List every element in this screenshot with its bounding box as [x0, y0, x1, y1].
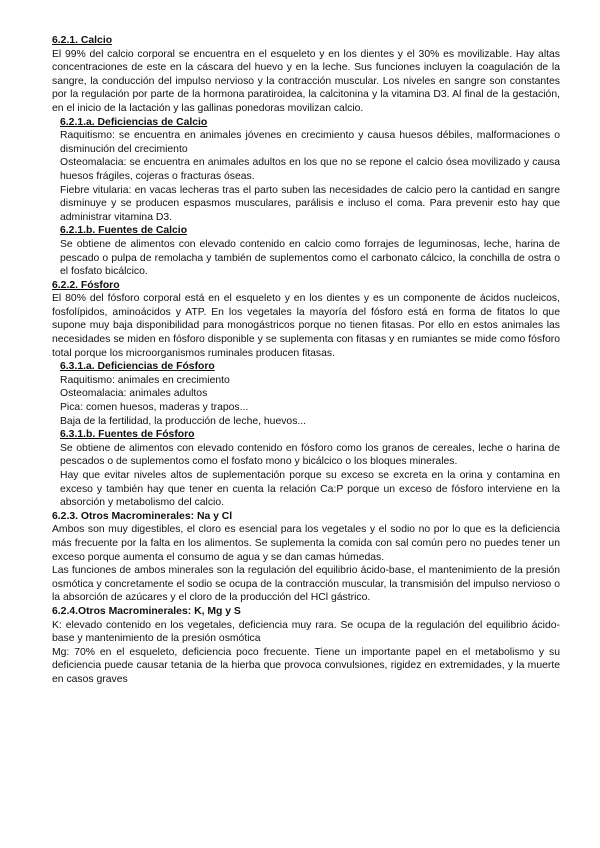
- paragraph-magnesio: Mg: 70% en el esqueleto, deficiencia poco frecuente. Tiene un importante papel en el metabolismo y su deficiencia puede causar tetania de la hierba que provoca convulsiones, rigidez en extremidades, y la muerte en casos graves: [52, 646, 560, 685]
- paragraph-raquitismo-calcio: Raquitismo: se encuentra en animales jóvenes en crecimiento y causa huesos débiles, malformaciones o disminución del crecimiento: [60, 130, 560, 155]
- paragraph-fosforo: El 80% del fósforo corporal está en el esqueleto y en los dientes y es un componente de ácidos nucleicos, fosfolípidos, aminoácidos y ATP. En los vegetales la mayoría del fósforo está en forma de fitatos lo que supone muy baja disponibilidad para monogástricos porque no tienen fitasas. Por ello en estos animales las necesidades se miden en fósforo disponible y se suplementa con fitasas y en rumiantes se mide como fósforo total porque los microorganismos ruminales producen fitasas.: [52, 293, 560, 359]
- list-item-pica: Pica: comen huesos, maderas y trapos...: [60, 402, 249, 414]
- paragraph-na-cl-funciones: Las funciones de ambos minerales son la regulación del equilibrio ácido-base, el mantenimiento de la presión osmótica y concretamente el sodio se ocupa de la contracción muscular, la transmisión del impulso nervioso o la absorción de azúcares y el cloro de la producción del HCl gástrico.: [52, 565, 560, 604]
- section-heading-calcio: 6.2.1. Calcio: [52, 35, 113, 46]
- section-heading-k-mg-s: 6.2.4.Otros Macrominerales: K, Mg y S: [52, 605, 241, 617]
- document-page: [52, 34, 560, 687]
- list-item-baja-fertilidad: Baja de la fertilidad, la producción de leche, huevos...: [60, 415, 307, 427]
- paragraph-osteomalacia-calcio: Osteomalacia: se encuentra en animales adultos en los que no se repone el calcio ósea movilizado y causa huesos frágiles, cojeras o fracturas óseas.: [60, 157, 560, 182]
- paragraph-fuentes-fosforo: Se obtiene de alimentos con elevado contenido en fósforo como los granos de cereales, leche o harina de pescados o de suplementos como el fosfato mono y bicálcico o los bloques minerales.: [60, 442, 560, 468]
- section-heading-na-cl: 6.2.3. Otros Macrominerales: Na y Cl: [52, 510, 233, 522]
- paragraph-calcio: El 99% del calcio corporal se encuentra en el esqueleto y en los dientes y el 30% es movilizable. Hay altas concentraciones de este en la cáscara del huevo y en la leche. Sus funciones incluyen la coagulación de la sangre, la conducción del impulso nervioso y la contracción muscular. Los niveles en sangre son constantes por la regulación por parte de la hormona paratiroidea, la calcitonina y la vitamina D3. Al final de la gestación, en el inicio de la lactación y las gallinas ponedoras movilizan calcio.: [52, 48, 560, 114]
- subheading-fuentes-calcio: 6.2.1.b. Fuentes de Calcio: [60, 225, 188, 237]
- subheading-deficiencias-fosforo: 6.3.1.a. Deficiencias de Fósforo: [60, 361, 215, 373]
- subheading-deficiencias-calcio: 6.2.1.a. Deficiencias de Calcio: [60, 116, 208, 128]
- list-item-osteomalacia-fosforo: Osteomalacia: animales adultos: [60, 388, 208, 400]
- paragraph-na-cl-digestibles: Ambos son muy digestibles, el cloro es esencial para los vegetales y el sodio no por lo que es la deficiencia más frecuente por la falta en los alimentos. Se suplementa la comida con sal común pero no puedes tener un exceso porque aumenta el consumo de agua y se dan camas húmedas.: [52, 524, 560, 563]
- subheading-fuentes-fosforo: 6.3.1.b. Fuentes de Fósforo: [60, 429, 195, 441]
- paragraph-fuentes-calcio: Se obtiene de alimentos con elevado contenido en calcio como forrajes de leguminosas, leche, harina de pescado o pulpa de remolacha y también de suplementos como el carbonato cálcico, la conchilla de ostra o el fosfato bicálcico.: [60, 238, 560, 278]
- paragraph-fiebre-vitularia: Fiebre vitularia: en vacas lecheras tras el parto suben las necesidades de calcio pero la cantidad en sangre disminuye y se producen espasmos musculares, parálisis e incluso el coma. Para prevenir esto hay que administrar vitamina D3.: [60, 184, 560, 223]
- list-item-raquitismo-fosforo: Raquitismo: animales en crecimiento: [60, 374, 230, 386]
- section-heading-fosforo: 6.2.2. Fósforo: [52, 279, 120, 291]
- paragraph-exceso-fosforo: Hay que evitar niveles altos de suplementación porque su exceso se excreta en la orina y contamina en exceso y también hay que tener en cuenta la relación Ca:P porque un exceso de fósforo interviene en la absorción y metabolismo del calcio.: [60, 470, 560, 509]
- paragraph-potasio: K: elevado contenido en los vegetales, deficiencia muy rara. Se ocupa de la regulación del equilibrio ácido-base y mantenimiento de la presión osmótica: [52, 619, 560, 645]
